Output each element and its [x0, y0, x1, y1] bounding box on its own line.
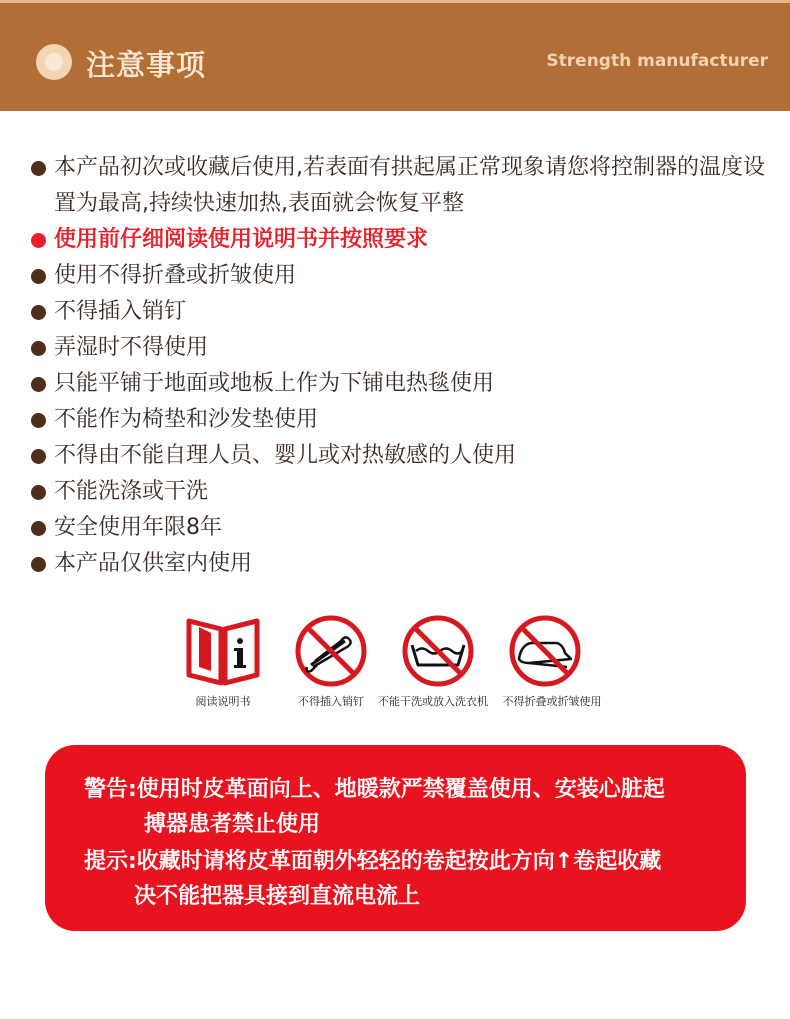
bullet-icon — [31, 269, 46, 284]
no-folding-icon — [507, 615, 583, 687]
icon-label: 不得插入销钉 — [298, 695, 364, 708]
icon-label: 不能干洗或放入洗衣机 — [378, 695, 488, 708]
header-banner — [0, 0, 790, 111]
icon-label: 不得折叠或折皱使用 — [502, 695, 602, 708]
bullet-icon — [31, 377, 46, 392]
icon-label: 阅读说明书 — [195, 695, 251, 708]
read-manual-icon — [185, 615, 261, 687]
note-item-highlight — [30, 222, 770, 258]
note-text: 不得由不能自理人员、婴儿或对热敏感的人使用 — [54, 443, 517, 468]
bullet-icon — [31, 161, 46, 176]
tip-text: 提示:收藏时请将皮革面朝外轻轻的卷起按此方向↑卷起收藏 — [84, 849, 662, 874]
tip-text-cont: 决不能把器具接到直流电流上 — [134, 884, 421, 909]
note-text: 只能平铺于地面或地板上作为下铺电热毯使用 — [54, 371, 495, 396]
note-item — [30, 510, 770, 546]
bullet-icon — [31, 233, 46, 248]
note-text: 弄湿时不得使用 — [54, 335, 209, 360]
note-item — [30, 366, 770, 402]
note-text: 不能洗涤或干洗 — [54, 479, 209, 504]
note-item — [30, 330, 770, 366]
note-text: 不能作为椅垫和沙发垫使用 — [54, 407, 319, 432]
note-item — [30, 546, 770, 582]
bullet-icon — [31, 449, 46, 464]
bullet-icon — [31, 521, 46, 536]
note-item — [30, 294, 770, 330]
note-text: 不得插入销钉 — [54, 299, 187, 324]
page-title: 注意事项 — [86, 48, 207, 82]
bullet-icon — [31, 557, 46, 572]
note-text: 本产品仅供室内使用 — [54, 551, 253, 576]
bullet-icon — [31, 413, 46, 428]
no-pins-icon — [293, 615, 369, 687]
note-text: 本产品初次或收藏后使用,若表面有拱起属正常现象请您将控制器的温度设置为最高,持续快速加热,表面就会恢复平整 — [54, 155, 765, 216]
bullet-icon — [31, 341, 46, 356]
circle-icon — [36, 44, 72, 80]
warning-text: 警告:使用时皮革面向上、地暖款严禁覆盖使用、安装心脏起 — [84, 777, 665, 802]
bullet-icon — [31, 305, 46, 320]
note-text: 安全使用年限8年 — [54, 515, 222, 540]
note-item — [30, 438, 770, 474]
no-washing-icon — [400, 615, 476, 687]
note-item — [30, 258, 770, 294]
note-text: 使用不得折叠或折皱使用 — [54, 263, 297, 288]
warning-box — [45, 745, 746, 931]
notes-list — [30, 150, 770, 582]
safety-icons-row — [180, 615, 620, 715]
note-text: 使用前仔细阅读使用说明书并按照要求 — [54, 227, 429, 252]
warning-text-cont: 搏器患者禁止使用 — [144, 812, 321, 837]
note-item — [30, 402, 770, 438]
brand-tagline: Strength manufacturer — [546, 51, 768, 71]
note-item — [30, 474, 770, 510]
bullet-icon — [31, 485, 46, 500]
note-item — [30, 150, 770, 222]
